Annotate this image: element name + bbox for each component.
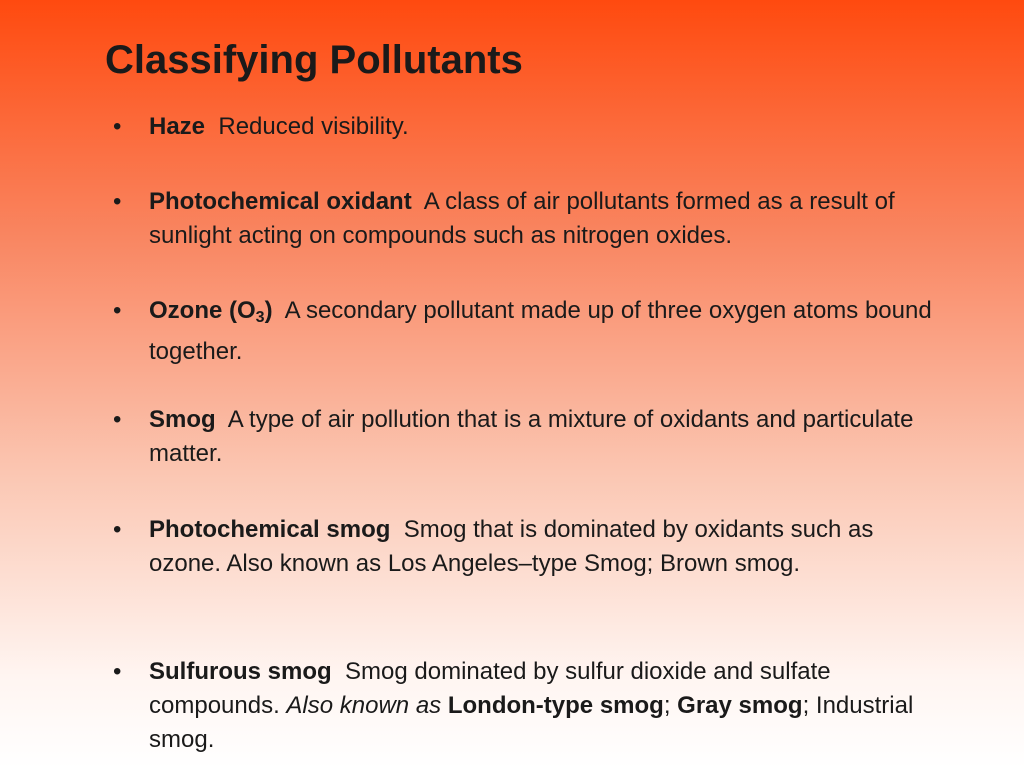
- bullet-icon: •: [113, 516, 122, 543]
- alias-gray-smog: Gray smog: [677, 692, 803, 719]
- bullet-icon: •: [113, 113, 122, 140]
- alias-london-type: London-type smog: [447, 692, 664, 719]
- aka-label: Also known as: [286, 692, 442, 719]
- term-suffix: ): [264, 297, 273, 324]
- separator: ;: [802, 692, 810, 719]
- bullet-icon: •: [113, 188, 122, 215]
- term: Sulfurous smog: [149, 658, 332, 685]
- term: [149, 297, 273, 324]
- alias-industrial: Industrial smog.: [149, 692, 914, 753]
- bullet-icon: •: [113, 406, 122, 433]
- term: Photochemical smog: [149, 516, 391, 543]
- term: Smog: [149, 406, 216, 433]
- definition: A class of air pollutants formed as a result of sunlight acting on compounds such as nitrogen oxides.: [149, 188, 895, 249]
- definition: Smog dominated by sulfur dioxide and sulfate compounds.: [149, 658, 831, 719]
- item-body: [149, 655, 949, 757]
- term: Photochemical oxidant: [149, 188, 412, 215]
- term: Haze: [149, 113, 206, 140]
- definition: A secondary pollutant made up of three oxygen atoms bound together.: [149, 297, 932, 365]
- item-body: [149, 294, 949, 369]
- item-body: [149, 513, 949, 581]
- bullet-icon: •: [113, 297, 122, 324]
- bullet-icon: •: [113, 658, 122, 685]
- term-prefix: Ozone (O: [149, 297, 256, 324]
- definition: A type of air pollution that is a mixture of oxidants and particulate matter.: [149, 406, 914, 467]
- definition: Smog that is dominated by oxidants such as ozone. Also known as Los Angeles–type Smog; Brown smog.: [149, 516, 874, 577]
- separator: ;: [663, 692, 671, 719]
- definition: Reduced visibility.: [218, 113, 409, 140]
- item-body: [149, 185, 949, 253]
- item-body: [149, 403, 949, 471]
- term-subscript: 3: [255, 309, 265, 326]
- item-body: [149, 110, 949, 144]
- slide-title: Classifying Pollutants: [105, 38, 523, 82]
